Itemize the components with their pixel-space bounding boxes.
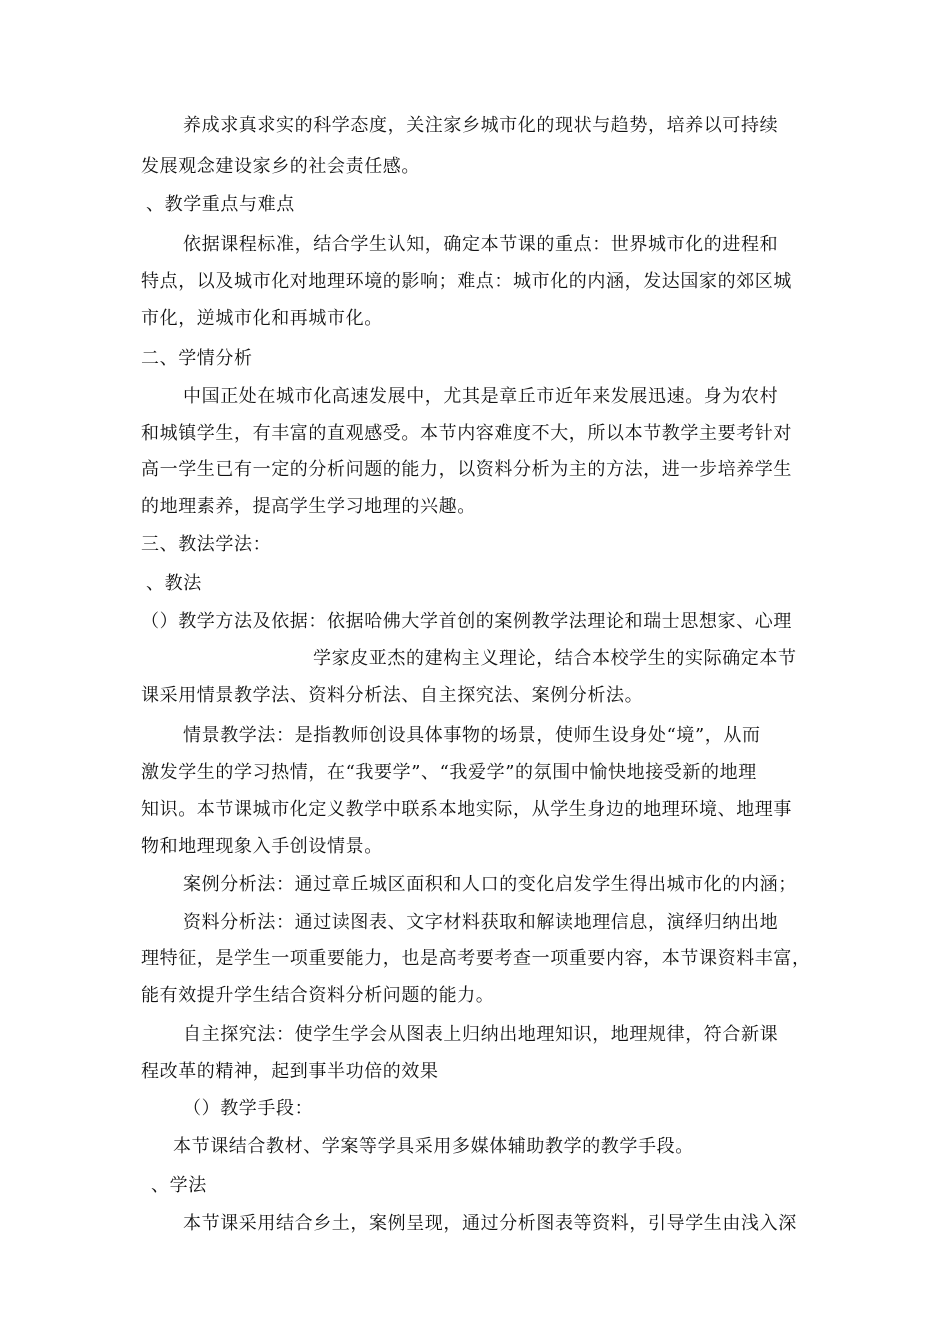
text-line: 能有效提升学生结合资料分析问题的能力。 xyxy=(141,985,495,1006)
text-line: 和城镇学生，有丰富的直观感受。本节内容难度不大，所以本节教学主要考针对 xyxy=(141,423,792,444)
text-line: 物和地理现象入手创设情景。 xyxy=(141,836,383,857)
text-line: 发展观念建设家乡的社会责任感。 xyxy=(141,156,420,177)
text-line: 自主探究法：使学生学会从图表上归纳出地理知识，地理规律，符合新课 xyxy=(183,1024,779,1045)
text-line: 激发学生的学习热情，在“我要学”、“我爱学”的氛围中愉快地接受新的地理 xyxy=(141,762,757,783)
text-line: （）教学方法及依据：依据哈佛大学首创的案例教学法理论和瑞士思想家、心理 xyxy=(141,611,792,632)
text-line: 理特征，是学生一项重要能力，也是高考要考查一项重要内容，本节课资料丰富， xyxy=(141,948,811,969)
text-line: 本节课结合教材、学案等学具采用多媒体辅助教学的教学手段。 xyxy=(173,1136,694,1157)
section-heading: 二、学情分析 xyxy=(141,348,253,369)
subsection-heading: （）教学手段： xyxy=(183,1098,314,1119)
text-line: 案例分析法：通过章丘城区面积和人口的变化启发学生得出城市化的内涵； xyxy=(183,874,797,895)
text-line: 高一学生已有一定的分析问题的能力，以资料分析为主的方法，进一步培养学生 xyxy=(141,459,792,480)
text-line: 的地理素养，提高学生学习地理的兴趣。 xyxy=(141,496,476,517)
subsection-heading: 、学法 xyxy=(151,1175,207,1196)
text-line: 课采用情景教学法、资料分析法、自主探究法、案例分析法。 xyxy=(141,685,644,706)
text-line: 资料分析法：通过读图表、文字材料获取和解读地理信息，演绎归纳出地 xyxy=(183,912,779,933)
section-heading: 三、教法学法： xyxy=(141,534,272,555)
text-line: 养成求真求实的科学态度，关注家乡城市化的现状与趋势，培养以可持续 xyxy=(183,115,779,136)
text-line: 本节课采用结合乡土，案例呈现，通过分析图表等资料，引导学生由浅入深 xyxy=(183,1213,797,1234)
text-line: 依据课程标准，结合学生认知，确定本节课的重点：世界城市化的进程和 xyxy=(183,234,779,255)
text-line: 中国正处在城市化高速发展中，尤其是章丘市近年来发展迅速。身为农村 xyxy=(183,386,779,407)
text-line: 程改革的精神，起到事半功倍的效果 xyxy=(141,1061,439,1082)
section-heading: 、教学重点与难点 xyxy=(146,194,295,215)
text-line: 情景教学法：是指教师创设具体事物的场景，使师生设身处“境”，从而 xyxy=(183,725,761,746)
text-line: 知识。本节课城市化定义教学中联系本地实际，从学生身边的地理环境、地理事 xyxy=(141,799,792,820)
subsection-heading: 、教法 xyxy=(146,573,202,594)
text-line: 学家皮亚杰的建构主义理论，结合本校学生的实际确定本节 xyxy=(313,648,797,669)
text-line: 市化，逆城市化和再城市化。 xyxy=(141,308,383,329)
text-line: 特点，以及城市化对地理环境的影响；难点：城市化的内涵，发达国家的郊区城 xyxy=(141,271,792,292)
